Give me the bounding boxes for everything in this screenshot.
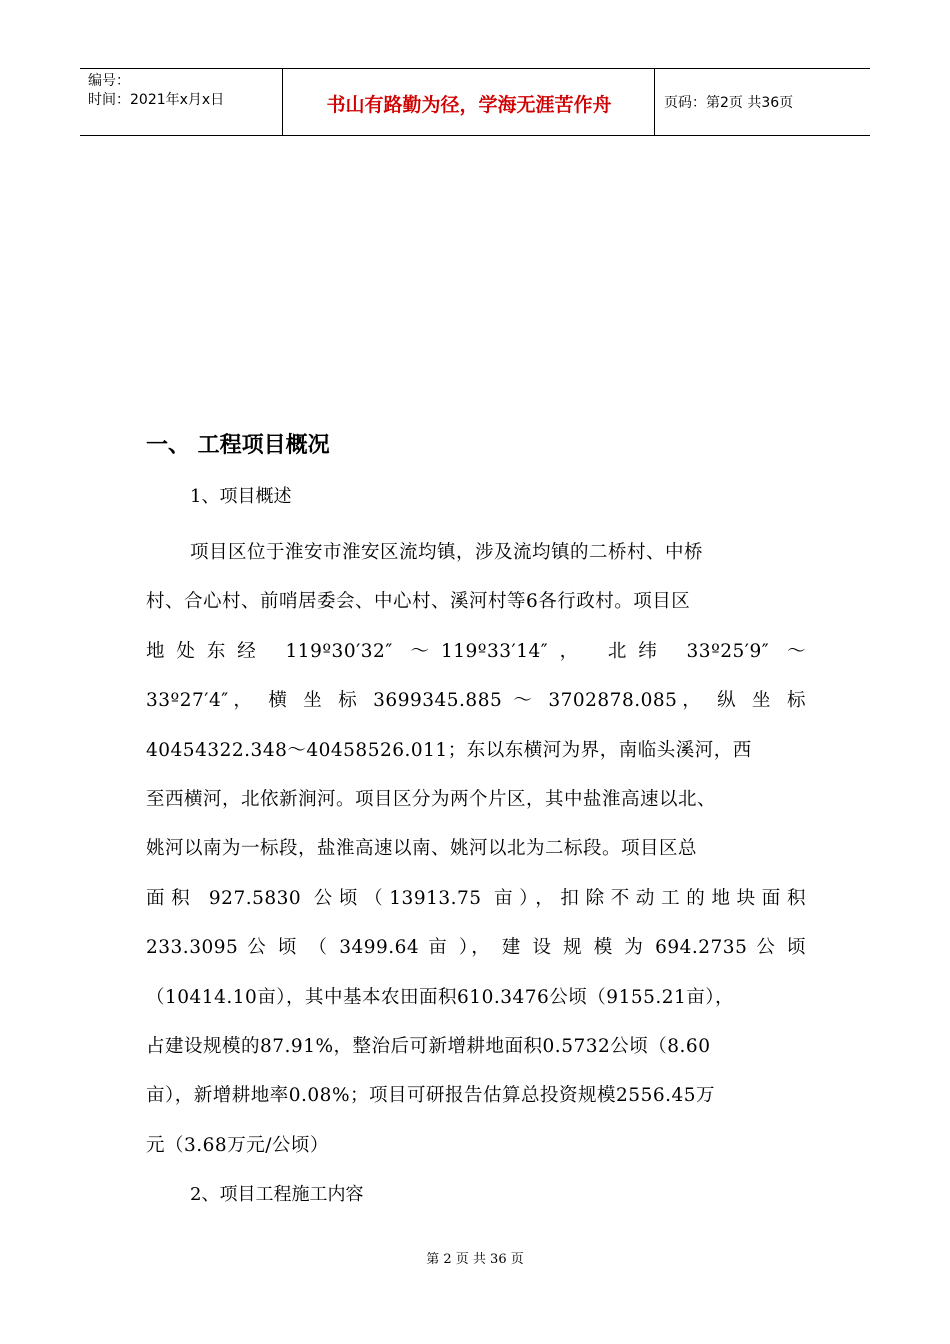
paragraph-line: 33º27′4″， 横 坐 标 3699345.885 ～ 3702878.085， 纵 坐 标 [146, 690, 806, 712]
paragraph-line: 至西横河，北依新涧河。项目区分为两个片区，其中盐淮高速以北、 [146, 788, 717, 810]
paragraph-line: 面积 927.5830 公顷（13913.75 亩），扣除不动工的地块面积 [146, 887, 806, 909]
paragraph-line: （10414.10亩），其中基本农田面积610.3476公顷（9155.21亩）， [146, 986, 735, 1008]
page-footer: 第 2 页 共 36 页 [426, 1252, 524, 1267]
subsection-title-2: 2、项目工程施工内容 [190, 1184, 364, 1205]
paragraph-line: 地处东经 119º30′32″ ～119º33′14″， 北纬 33º25′9″ ～ [146, 640, 806, 662]
paragraph-line: 占建设规模的87.91%，整治后可新增耕地面积0.5732公顷（8.60 [146, 1035, 711, 1057]
section-title: 一、 工程项目概况 [146, 433, 330, 458]
header-time: 时间：2021年x月x日 [88, 92, 225, 108]
paragraph-line: 姚河以南为一标段，盐淮高速以南、姚河以北为二标段。项目区总 [146, 838, 698, 860]
header-meta [88, 72, 224, 110]
paragraph-line: 村、合心村、前哨居委会、中心村、溪河村等6各行政村。项目区 [146, 591, 691, 613]
page-header [80, 68, 870, 136]
paragraph-line: 项目区位于淮安市淮安区流均镇，涉及流均镇的二桥村、中桥 [190, 542, 704, 563]
header-page-number: 页码：第2页 共36页 [664, 95, 794, 111]
paragraph-line: 40454322.348～40458526.011；东以东横河为界，南临头溪河，西 [146, 739, 752, 761]
header-top-rule [80, 68, 870, 69]
overview-paragraph [146, 528, 806, 1170]
header-number: 编号： [88, 73, 130, 89]
subsection-title-1: 1、项目概述 [190, 486, 292, 507]
header-bottom-rule [80, 135, 870, 136]
paragraph-line: 233.3095 公 顷 （ 3499.64 亩 ）， 建 设 规 模 为 694.2735 公 顷 [146, 937, 806, 959]
paragraph-line: 亩），新增耕地率0.08%；项目可研报告估算总投资规模2556.45万 [146, 1085, 716, 1107]
paragraph-line: 元（3.68万元/公顷） [146, 1134, 329, 1156]
header-motto: 书山有路勤为径，学海无涯苦作舟 [326, 94, 612, 116]
